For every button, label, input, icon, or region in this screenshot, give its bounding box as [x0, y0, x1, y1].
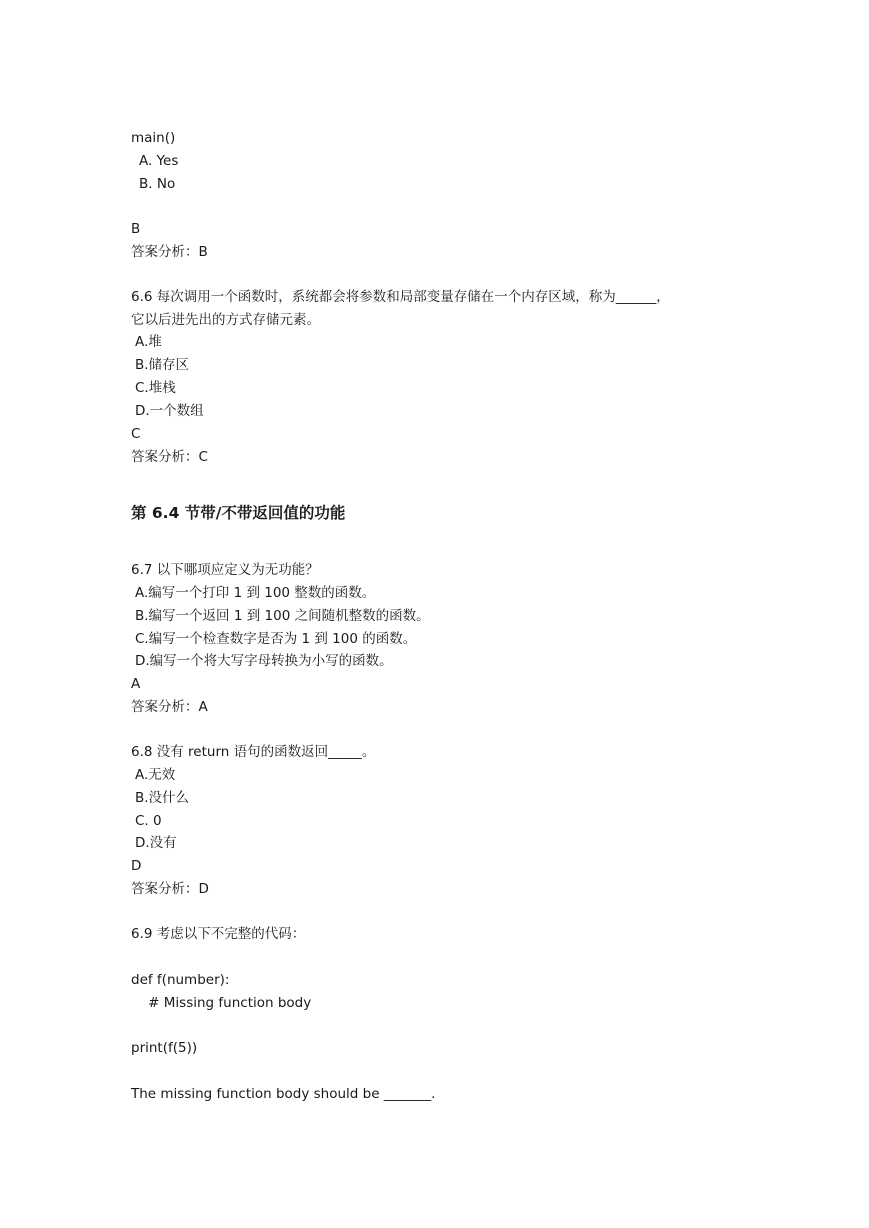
question-stem: 6.9 考虑以下不完整的代码： [131, 926, 306, 942]
answer-analysis: 答案分析：A [131, 699, 208, 715]
option-a: A.编写一个打印 1 到 100 整数的函数。 [135, 585, 376, 601]
option-c: C.编写一个检查数字是否为 1 到 100 的函数。 [135, 631, 417, 647]
question-prompt: The missing function body should be _______. [131, 1086, 436, 1102]
question-stem-continued: 它以后进先出的方式存储元素。 [131, 312, 320, 328]
option-d: D.一个数组 [135, 403, 204, 419]
option-c: C. 0 [135, 813, 162, 829]
option-a: A.堆 [135, 334, 162, 350]
answer: C [131, 426, 141, 442]
code-line: # Missing function body [131, 995, 312, 1011]
answer-analysis: 答案分析：C [131, 449, 208, 465]
option-c: C.堆栈 [135, 380, 176, 396]
answer: B [131, 221, 141, 237]
option-a: A.无效 [135, 767, 176, 783]
option-d: D.没有 [135, 835, 177, 851]
question-stem: 6.6 每次调用一个函数时，系统都会将参数和局部变量存储在一个内存区域，称为______， [131, 289, 670, 305]
code-line: main() [131, 130, 176, 146]
code-line: print(f(5)) [131, 1040, 198, 1056]
answer: A [131, 676, 141, 692]
code-line: def f(number): [131, 972, 230, 988]
answer-analysis: 答案分析：D [131, 881, 209, 897]
option-b: B. No [139, 176, 176, 192]
option-a: A. Yes [139, 153, 179, 169]
answer-analysis: 答案分析：B [131, 244, 208, 260]
option-b: B.编写一个返回 1 到 100 之间随机整数的函数。 [135, 608, 430, 624]
option-d: D.编写一个将大写字母转换为小写的函数。 [135, 653, 393, 669]
question-stem: 6.7 以下哪项应定义为无功能？ [131, 562, 319, 578]
question-stem: 6.8 没有 return 语句的函数返回_____。 [131, 744, 376, 760]
answer: D [131, 858, 142, 874]
option-b: B.储存区 [135, 357, 190, 373]
option-b: B.没什么 [135, 790, 190, 806]
section-heading: 第 6.4 节带/不带返回值的功能 [131, 504, 346, 522]
